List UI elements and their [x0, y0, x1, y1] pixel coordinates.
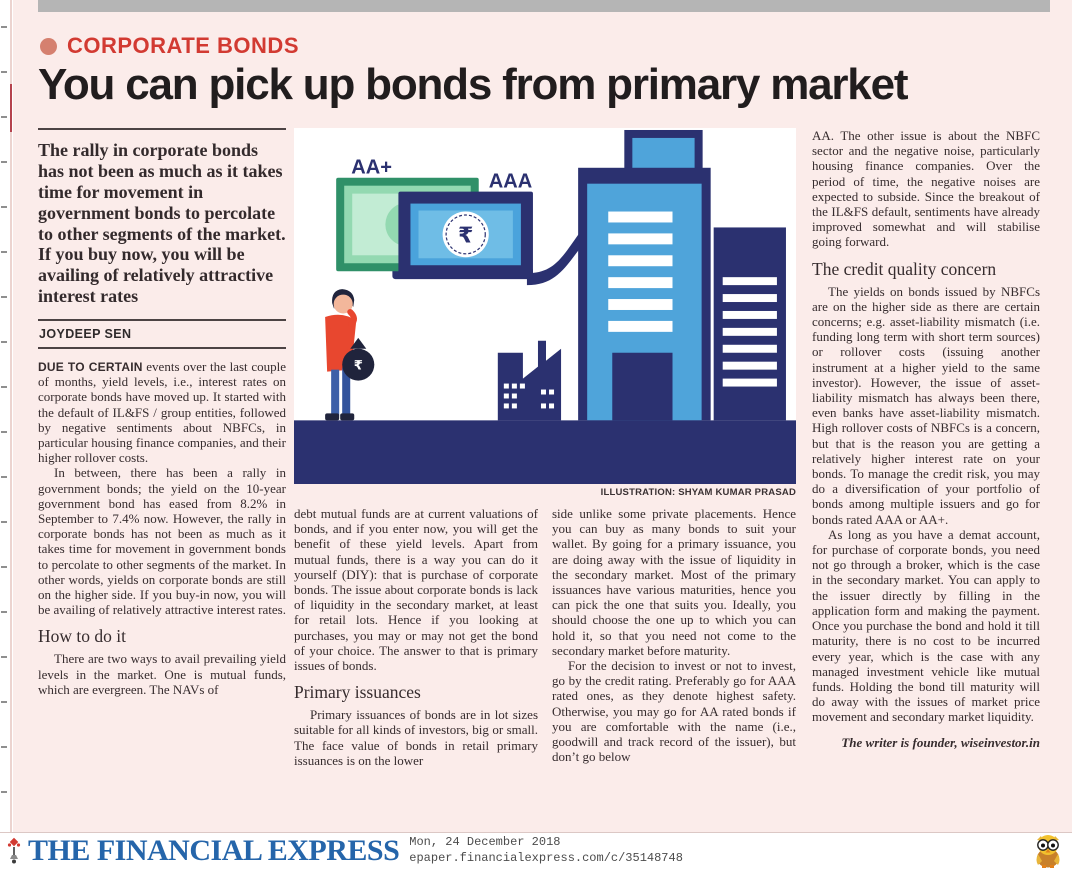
body-paragraph: side unlike some private placements. Hence you can buy as many bonds to suit your wallet. By going for a primary issuance, you are doing away with the issue of liquidity in the secondary market. Most of the primary issuances have various maturities, hence you can pick the one that suits you. Ideally, you should choose the one up to which you can hold it, so that you need not come to the secondary market before maturity.	[552, 506, 796, 658]
body-paragraph: In between, there has been a rally in government bonds; the yield on the 10-year government bond has eased from 8.2% in September to 7.4% now. However, the rally in corporate bonds has not been as much as it takes time for movement in government bonds to percolate to other segments of the market. In other words, yields on corporate bonds are still on the higher side. If you buy-in now, you will be availing of relatively attractive interest rates.	[38, 465, 286, 618]
man-figure	[325, 289, 374, 420]
rating-label-aaa: AAA	[488, 170, 533, 193]
body-paragraph: The yields on bonds issued by NBFCs are on the higher side as there are certain concerns; e.g. asset-liability mismatch (i.e. funding long term with short term sources) or rollover costs (issuing another instrument at a higher yield to the same investor). However, the issue of asset-liability mismatch has always been there, even banks have asset-liability mismatch. High rollover costs of NBFCs is a concern, but that is the reason you are getting a relatively higher interest rate on your bonds. To manage the credit risk, you may do a diversification of your portfolio of bonds among multiple issuers and go for bonds rated AAA or AA+.	[812, 283, 1040, 527]
column-2	[294, 506, 538, 768]
rule-top	[38, 128, 286, 130]
author-signoff: The writer is founder, wiseinvestor.in	[841, 734, 1040, 750]
body-paragraph: AA. The other issue is about the NBFC sector and the negative noise, particularly housing finance companies. Over the period of time, the negative noises are expected to subside. Since the breakout of the IL&FS default, sentiments have already improved somewhat and will stabilise going forward.	[812, 128, 1040, 250]
bonds-illustration	[294, 128, 796, 484]
column-1	[38, 128, 286, 831]
factory-building	[498, 341, 561, 421]
illustration-credit: ILLUSTRATION: SHYAM KUMAR PRASAD	[600, 487, 796, 498]
middle-columns	[294, 506, 796, 768]
connector-arm	[527, 233, 579, 285]
top-gray-bar	[38, 0, 1050, 12]
standfirst: The rally in corporate bonds has not been as much as it takes time for movement in government bonds to percolate to other segments of the market. If you buy now, you will be availing of relatively attractive interest rates	[38, 140, 286, 307]
section-kicker	[40, 33, 299, 59]
body-paragraph: As long as you have a demat account, for purchase of corporate bonds, you need not go through a broker, which is the case in the secondary market. You can apply to the issuer directly by filling in the application form and making the payment. Once you purchase the bond and hold it till maturity, there is no cost to be incurred every year, which is the case with any managed investment vehicle like mutual funds. Holding the bond till maturity will do away with the issues of market price movement and secondary market liquidity.	[812, 526, 1040, 725]
middle-section	[294, 128, 796, 831]
page-title: You can pick up bonds from primary market	[38, 60, 908, 109]
epaper-url: epaper.financialexpress.com/c/35148748	[409, 851, 683, 865]
rule-below-byline	[38, 347, 286, 349]
blue-banknote	[398, 192, 533, 278]
financial-express-logo-icon	[6, 837, 22, 865]
owl-mascot-icon	[1032, 834, 1064, 868]
body-paragraph	[38, 359, 286, 465]
paragraph-text: events over the last couple of months, yield levels, i.e., interest rates on corporate bonds have moved up. It started with the default of IL&FS / group entities, followed by negative sentiments about NBFCs, in particular housing finance companies, and their higher rollover costs.	[38, 359, 286, 466]
edge-tick-marks	[1, 26, 7, 810]
paragraph-lead: DUE TO CERTAIN	[38, 360, 143, 374]
page-edge	[0, 0, 13, 832]
rupee-symbol-note: ₹	[457, 223, 474, 249]
kicker-label: CORPORATE BONDS	[67, 33, 299, 58]
column-3	[552, 506, 796, 768]
rupee-symbol-bag: ₹	[353, 358, 363, 374]
right-building	[714, 227, 786, 420]
byline: JOYDEEP SEN	[39, 327, 132, 341]
illustration-panel	[294, 128, 796, 484]
epaper-meta	[409, 835, 683, 866]
section-heading-primary-issuances: Primary issuances	[294, 682, 421, 703]
body-paragraph: For the decision to invest or not to invest, go by the credit rating. Preferably go for AAA rated ones, as they denote highest safety. Otherwise, you may go for AA rated bonds if you are comfortable with the name (i.e., goodwill and track record of the issuer), but don’t go below	[552, 658, 796, 765]
column-4	[812, 128, 1040, 831]
article-body	[38, 128, 1040, 831]
section-heading-credit-quality: The credit quality concern	[812, 258, 997, 279]
ground	[294, 420, 796, 484]
date-label: Mon, 24 December 2018	[409, 835, 561, 850]
epaper-footer	[0, 832, 1072, 869]
edge-red-segment	[10, 84, 12, 132]
section-heading-how-to-do-it: How to do it	[38, 626, 126, 647]
kicker-dot-icon	[40, 38, 57, 55]
body-paragraph: Primary issuances of bonds are in lot sizes suitable for all kinds of investors, big or small. The face value of bonds in retail primary issuances is on the lower	[294, 707, 538, 768]
body-paragraph: debt mutual funds are at current valuations of bonds, and if you enter now, you will get the benefit of these yield levels. Apart from mutual funds, there is a way you can do it yourself (DIY): that is purchase of corporate bonds. The issue about corporate bonds is lack of liquidity in the secondary market, at least for retail lots. Hence if you looking at purchases, you may or may not get the bond of your choice. The answer to that is primary issues of bonds.	[294, 506, 538, 674]
skyscraper-building	[578, 130, 711, 420]
rating-label-aa-plus: AA+	[351, 156, 392, 179]
masthead-title: THE FINANCIAL EXPRESS	[28, 834, 400, 867]
body-paragraph: There are two ways to avail prevailing yield levels in the market. One is mutual funds, which are evergreen. The NAVs of	[38, 651, 286, 697]
